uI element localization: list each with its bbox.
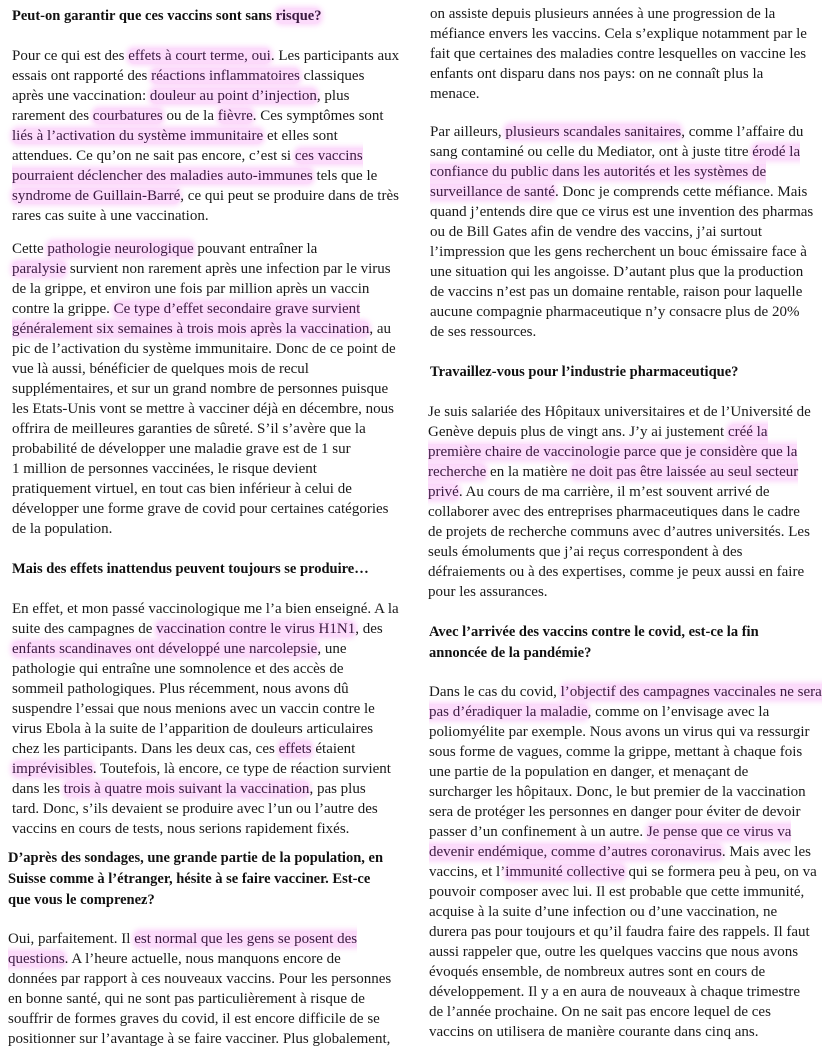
answer-paragraph-left: [12, 46, 399, 226]
text-segment: Avec l’arrivée des vaccins contre le covid, est-ce la fin annoncée de la pandémie?: [429, 624, 759, 661]
text-segment: et elles sont attendues. Ce qu’on ne sait pas encore, c’est si: [12, 128, 338, 164]
text-segment: Travaillez-vous pour l’industrie pharmaceutique?: [430, 364, 739, 380]
text-segment: , comme l’affaire du sang contaminé ou celle du Mediator, ont à juste titre: [430, 124, 804, 160]
highlighted-text: créé la première chaire de vaccinologie parce que je considère que la recherche: [428, 424, 798, 480]
text-segment: on assiste depuis plusieurs années à une progression de la méfiance envers les vaccins. Cela s’explique notamment par le fait que certaines des maladies contre lesquelles on vaccine les enfants ont disparu dans nos pays: on ne connaît plus la menace.: [430, 6, 807, 102]
highlighted-text: fièvre: [217, 108, 253, 124]
text-segment: en la matière: [486, 464, 572, 480]
text-segment: En effet, et mon passé vaccinologique me l’a bien enseigné. A la suite des campagnes de: [12, 601, 399, 637]
text-segment: . Les participants aux essais ont rapporté des: [12, 48, 400, 84]
text-segment: Dans le cas du covid,: [429, 684, 561, 700]
text-segment: Pour ce qui est des: [12, 48, 129, 64]
highlighted-text: est normal que les gens se posent des questions: [8, 931, 358, 967]
highlighted-text: pathologie neurologique: [47, 241, 194, 257]
highlighted-text: trois à quatre mois suivant la vaccination: [63, 781, 310, 797]
question-heading-right: [429, 622, 759, 664]
text-segment: , une pathologie qui entraîne une somnolence et des accès de sommeil pathologiques. Plus récemment, nous avons dû suspendre l’essai que nous menions avec un vaccin contre le virus Ebola à la suite de l’apparition de douleurs articulaires chez les participants. Dans les deux cas, ces: [12, 641, 375, 757]
text-segment: pouvant entraîner la: [197, 241, 318, 257]
text-segment: , comme on l’envisage avec la poliomyélite par exemple. Nous avons un virus qui va ressurgir sous forme de vagues, comme la grippe, mettant à chaque fois une partie de la population en danger, et menaçant de surcharger les hôpitaux. Donc, le but premier de la vaccination sera de protéger les personnes en danger pour éviter de devoir passer d’un confinement à un autre.: [429, 704, 810, 840]
answer-paragraph-left: [12, 239, 396, 539]
text-segment: D’après des sondages, une grande partie de la population, en Suisse comme à l’étranger, hésite à se faire vacciner. Est-ce que vous le comprenez?: [8, 850, 384, 908]
highlighted-text: réactions inflammatoires: [151, 68, 300, 84]
text-segment: , au pic de l’activation du système immunitaire. Donc de ce point de vue là aussi, bénéficier de quelques mois de recul supplémentaires, et sur un grand nombre de personnes puisque les Etats-Unis vont se mettre à vacciner déjà en décembre, nous offrira de meilleures garanties de sûreté. S’il s’avère que la probabilité de développer une maladie grave est de 1 sur 1 million de personnes vaccinées, le risque devient pratiquement virtuel, en tout cas bien inférieur à celui de développer une forme grave de covid pour certaines catégories de la population.: [12, 321, 396, 537]
text-segment: classiques après une vaccination:: [12, 68, 365, 104]
text-segment: Mais des effets inattendus peuvent toujours se produire…: [12, 561, 369, 577]
text-segment: , plus rarement des: [12, 88, 350, 124]
highlighted-text: syndrome de Guillain-Barré: [12, 188, 181, 204]
text-segment: . Mais avec les vaccins, et l’: [429, 844, 811, 880]
highlighted-text: risque?: [275, 8, 322, 24]
answer-paragraph-left: [8, 929, 391, 1049]
highlighted-text: vaccination contre le virus H1N1: [156, 621, 356, 637]
text-segment: . Donc je comprends cette méfiance. Mais quand j’entends dire que ce virus est une invention des pharmas ou de Bill Gates afin de vendre des vaccins, j’ai surtout l’impression que les gens recherchent un bouc émissaire face à une situation qui les angoisse. D’autant plus que la production de vaccins n’est pas un domaine rentable, raison pour laquelle aucune compagnie pharmaceutique n’y consacre plus de 20% de ses ressources.: [430, 184, 814, 340]
highlighted-text: imprévisibles: [12, 761, 93, 777]
text-segment: ou de la: [162, 108, 218, 124]
answer-paragraph-left: [12, 599, 399, 839]
question-heading-left: [8, 848, 383, 911]
text-segment: Cette: [12, 241, 48, 257]
text-segment: qui se formera peu à peu, on va pouvoir composer avec lui. Il est probable que cette immunité, acquise à la suite d’une infection ou d’une vaccination, ne durera pas pour toujours et qu’il faudra faire des rappels. Il faut aussi rappeler que, outre les quelques vaccins que nous avons évoqués ensemble, de nombreux autres sont en cours de développement. Il y a en aura de nouveaux à chaque trimestre de l’année prochaine. On ne sait pas encore lequel de ces vaccins on utilisera de manière courante dans cinq ans.: [429, 864, 817, 1040]
highlighted-text: érodé la confiance du public dans les autorités et les systèmes de surveillance de santé: [430, 144, 801, 200]
highlighted-text: immunité collective: [505, 864, 625, 880]
text-segment: . Ces symptômes sont: [252, 108, 384, 124]
text-segment: , ce qui peut se produire dans de très rares cas suite à une vaccination.: [12, 188, 399, 224]
question-heading-left: [12, 559, 369, 580]
highlighted-text: effets: [278, 741, 312, 757]
highlighted-text: paralysie: [12, 261, 67, 277]
highlighted-text: plusieurs scandales sanitaires: [505, 124, 682, 140]
text-segment: Peut-on garantir que ces vaccins sont sans: [12, 8, 276, 24]
answer-paragraph-right: [430, 4, 807, 104]
answer-paragraph-right: [430, 122, 813, 342]
text-segment: . Toutefois, là encore, ce type de réaction survient dans les: [12, 761, 391, 797]
answer-paragraph-right: [429, 682, 822, 1042]
text-segment: . Au cours de ma carrière, il m’est souvent arrivé de collaborer avec des entreprises pharmaceutiques dans le cadre de projets de recherche communs avec d’autres universités. Les seuls émoluments que j’ai reçus correspondent à des défraiements ou à des expertises, comme je peux aussi en faire pour les assurances.: [428, 484, 810, 600]
text-segment: . A l’heure actuelle, nous manquons encore de données par rapport à ces nouveaux vaccins. Pour les personnes en bonne santé, qui ne sont pas particulièrement à risque de souffrir de formes graves du covid, il est encore difficile de se positionner sur l’avantage à se faire vacciner. Plus globalement,: [8, 951, 392, 1047]
text-segment: tels que le: [316, 168, 378, 184]
highlighted-text: enfants scandinaves ont développé une narcolepsie: [12, 641, 318, 657]
highlighted-text: ces vaccins pourraient déclencher des maladies auto-immunes: [12, 148, 363, 184]
question-heading-left: [12, 6, 321, 27]
text-segment: Je suis salariée des Hôpitaux universitaires et de l’Université de Genève depuis plus de vingt ans. J’y ai justement: [428, 404, 811, 440]
highlighted-text: liés à l’activation du système immunitaire: [12, 128, 264, 144]
highlighted-text: courbatures: [92, 108, 163, 124]
highlighted-text: Je pense que ce virus va devenir endémique, comme d’autres coronavirus: [429, 824, 792, 860]
text-segment: Oui, parfaitement. Il: [8, 931, 135, 947]
text-segment: , pas plus tard. Donc, s’ils devaient se produire avec l’un ou l’autre des vaccins en cours de tests, nous serions rapidement fixés.: [12, 781, 378, 837]
highlighted-text: Ce type d’effet secondaire grave survient généralement six semaines à trois mois après la vaccination: [12, 301, 370, 337]
text-segment: survient non rarement après une infection par le virus de la grippe, et environ une fois par million après un vaccin contre la grippe.: [12, 261, 391, 317]
text-segment: , des: [355, 621, 383, 637]
highlighted-text: l’objectif des campagnes vaccinales ne sera pas d’éradiquer la maladie: [429, 684, 822, 720]
text-segment: Par ailleurs,: [430, 124, 506, 140]
answer-paragraph-right: [428, 402, 811, 602]
highlighted-text: ne doit pas être laissée au seul secteur privé: [428, 464, 799, 500]
highlighted-text: effets à court terme, oui: [128, 48, 271, 64]
text-segment: étaient: [315, 741, 356, 757]
question-heading-right: [430, 362, 738, 383]
highlighted-text: douleur au point d’injection: [149, 88, 317, 104]
